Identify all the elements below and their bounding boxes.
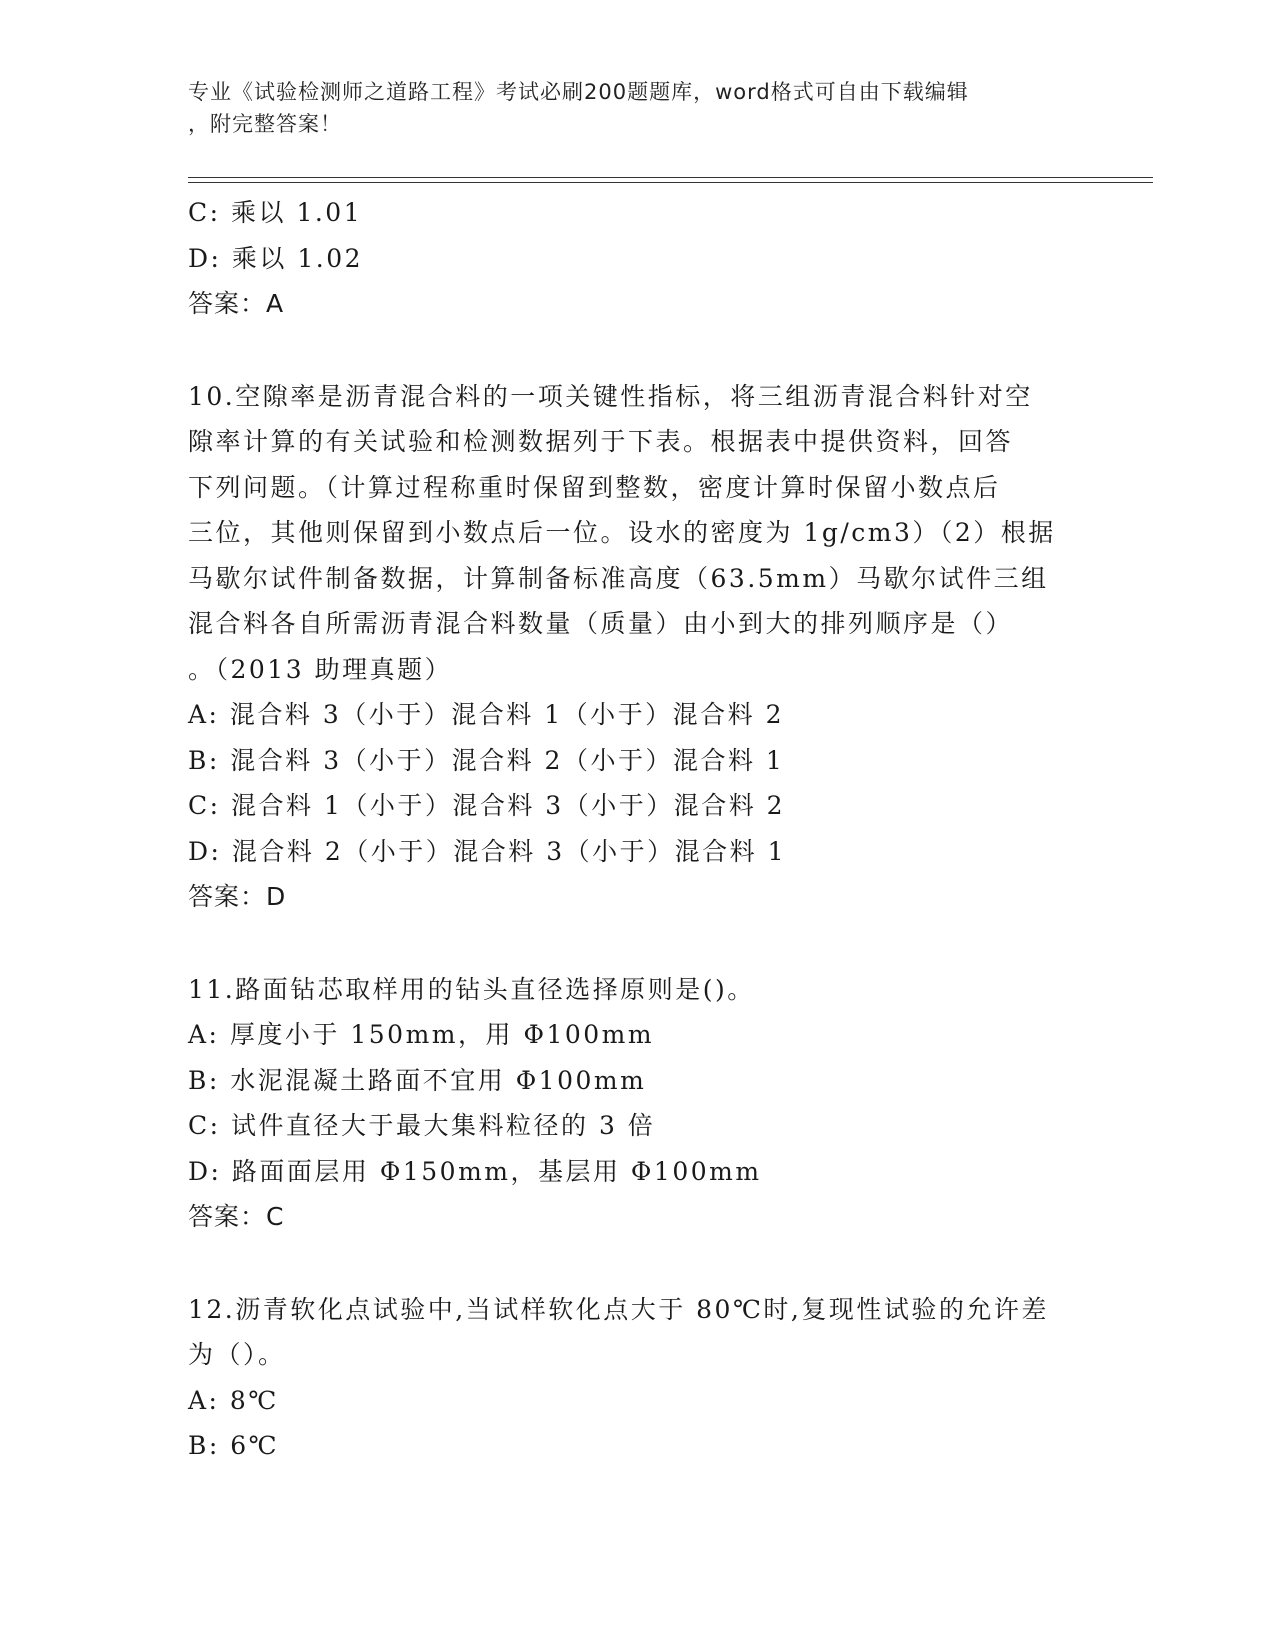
q10-answer: 答案：D bbox=[188, 882, 287, 911]
q11-option-b: B: 水泥混凝土路面不宜用 Φ100mm bbox=[188, 1065, 647, 1095]
question-9-tail bbox=[188, 190, 1088, 327]
q10-option-d: D: 混合料 2（小于）混合料 3（小于）混合料 1 bbox=[188, 836, 786, 866]
q9-option-c: C: 乘以 1.01 bbox=[188, 198, 363, 227]
q12-option-a: A: 8℃ bbox=[188, 1385, 279, 1415]
spacer bbox=[188, 1240, 1088, 1287]
header-divider-top bbox=[188, 177, 1153, 178]
q11-option-a: A: 厚度小于 150mm，用 Φ100mm bbox=[188, 1020, 655, 1049]
q11-option-d: D: 路面面层用 Φ150mm，基层用 Φ100mm bbox=[188, 1156, 762, 1186]
q12-stem-line-1: 12.沥青软化点试验中,当试样软化点大于 80℃时,复现性试验的允许差 bbox=[188, 1294, 1049, 1324]
q12-option-b: B: 6℃ bbox=[188, 1431, 280, 1460]
q10-option-a: A: 混合料 3（小于）混合料 1（小于）混合料 2 bbox=[188, 700, 784, 729]
q9-option-d: D: 乘以 1.02 bbox=[188, 243, 364, 273]
document-header bbox=[188, 76, 1068, 140]
q10-stem-line-1: 10.空隙率是沥青混合料的一项关键性指标，将三组沥青混合料针对空 bbox=[188, 381, 1033, 411]
q10-stem-line-5: 马歇尔试件制备数据，计算制备标准高度（63.5mm）马歇尔试件三组 bbox=[188, 563, 1049, 593]
q10-option-c: C: 混合料 1（小于）混合料 3（小于）混合料 2 bbox=[188, 791, 786, 820]
question-12 bbox=[188, 1287, 1088, 1469]
header-line-1: 专业《试验检测师之道路工程》考试必刷200题题库，word格式可自由下载编辑 bbox=[188, 80, 969, 104]
q11-option-c: C: 试件直径大于最大集料粒径的 3 倍 bbox=[188, 1111, 656, 1140]
header-divider-bottom bbox=[188, 182, 1153, 183]
q10-stem-line-2: 隙率计算的有关试验和检测数据列于下表。根据表中提供资料，回答 bbox=[188, 427, 1014, 456]
q11-answer: 答案：C bbox=[188, 1202, 285, 1231]
q10-stem-line-3: 下列问题。（计算过程称重时保留到整数，密度计算时保留小数点后 bbox=[188, 472, 1001, 502]
q10-option-b: B: 混合料 3（小于）混合料 2（小于）混合料 1 bbox=[188, 745, 785, 775]
q10-stem-line-6: 混合料各自所需沥青混合料数量（质量）由小到大的排列顺序是（） bbox=[188, 609, 1014, 638]
header-line-2: ，附完整答案！ bbox=[188, 112, 342, 136]
question-10 bbox=[188, 374, 1088, 920]
document-body bbox=[188, 190, 1088, 1469]
spacer bbox=[188, 920, 1088, 967]
q10-stem-line-4: 三位，其他则保留到小数点后一位。设水的密度为 1g/cm3）（2）根据 bbox=[188, 518, 1056, 547]
q9-answer: 答案：A bbox=[188, 289, 285, 318]
q12-stem-line-2: 为（）。 bbox=[188, 1340, 286, 1369]
q10-stem-line-7: 。（2013 助理真题） bbox=[188, 654, 453, 684]
spacer bbox=[188, 327, 1088, 374]
q11-stem: 11.路面钻芯取样用的钻头直径选择原则是()。 bbox=[188, 974, 755, 1004]
question-11 bbox=[188, 967, 1088, 1240]
